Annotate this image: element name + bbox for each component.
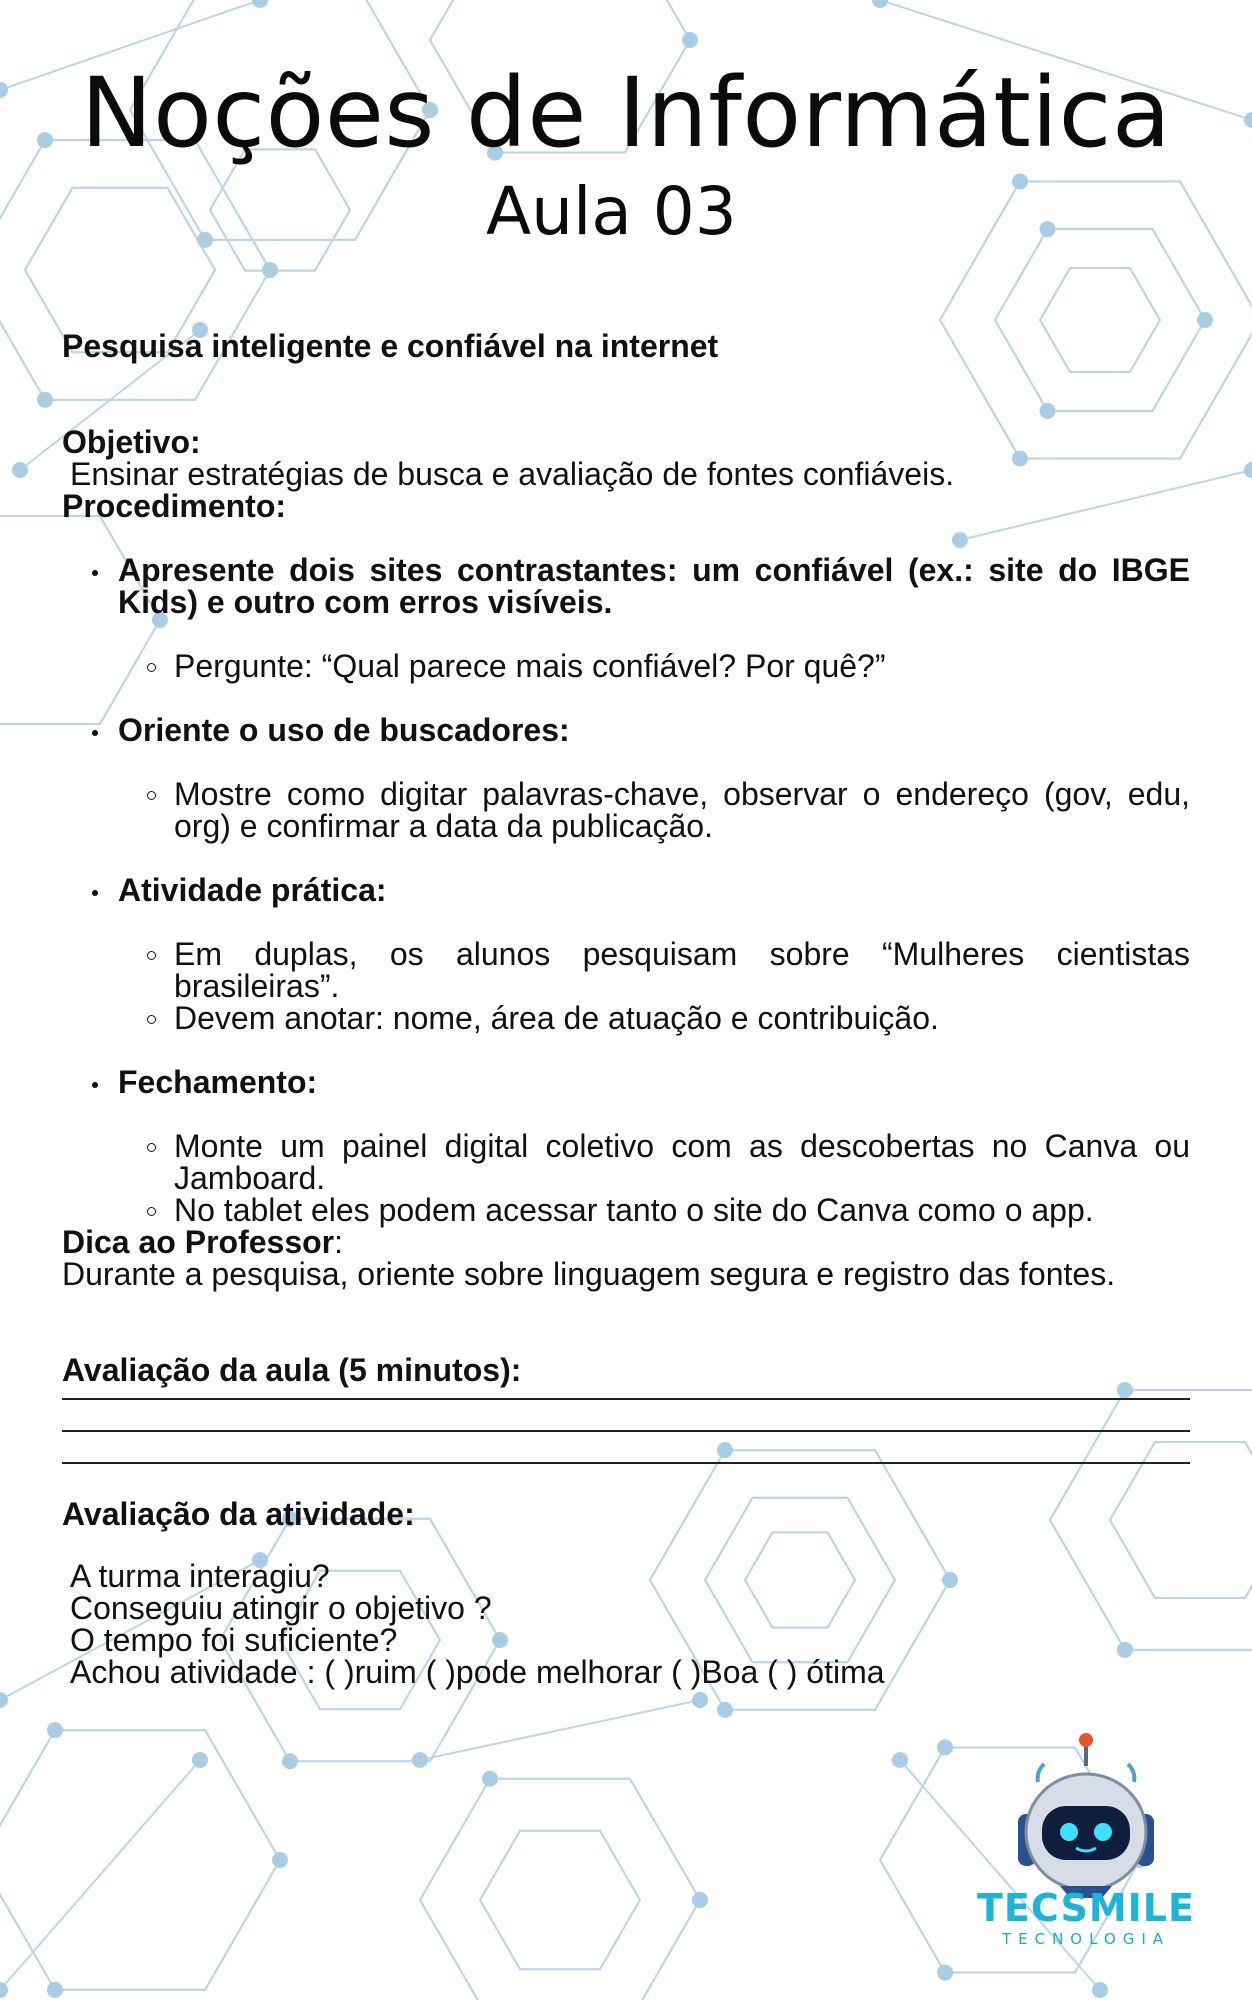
- network-node: [47, 1982, 63, 1998]
- evaluation-question: Conseguiu atingir o objetivo ?: [70, 1590, 492, 1626]
- evaluation-question: O tempo foi suficiente?: [70, 1622, 398, 1658]
- network-node: [262, 262, 278, 278]
- procedure-step-title: Fechamento:: [118, 1064, 318, 1100]
- evaluation-rating-options[interactable]: Achou atividade : ( )ruim ( )pode melhorar ( )Boa ( ) ótima: [70, 1654, 885, 1690]
- network-node: [682, 32, 698, 48]
- network-node: [12, 462, 28, 478]
- logo-tagline: TECNOLOGIA: [1001, 1930, 1171, 1948]
- network-node: [272, 1852, 288, 1868]
- procedure-substep-text: Devem anotar: nome, área de atuação e contribuição.: [174, 1000, 939, 1036]
- answer-line[interactable]: [62, 1430, 1190, 1432]
- hexagon-shape: [420, 1779, 700, 2000]
- tip-heading: [62, 1226, 1190, 1258]
- objective-text: Ensinar estratégias de busca e avaliação de fontes confiáveis.: [70, 456, 955, 492]
- procedure-substep: [118, 1002, 1190, 1034]
- evaluation-question: A turma interagiu?: [70, 1558, 330, 1594]
- procedure-substeps: [118, 778, 1190, 842]
- hexagon-shape: [0, 1730, 280, 1990]
- page-subtitle: Aula 03: [486, 173, 737, 250]
- logo-name: TECSMILE: [977, 1886, 1195, 1930]
- procedure-substeps: [118, 650, 1190, 682]
- procedure-step-title: Atividade prática:: [118, 872, 387, 908]
- tip-colon: :: [334, 1224, 343, 1260]
- procedure-step: [62, 1066, 1190, 1226]
- procedure-substep: [118, 650, 1190, 682]
- procedure-substep: [118, 1194, 1190, 1226]
- network-node: [892, 1752, 908, 1768]
- page-title: Noções de Informática: [80, 57, 1172, 169]
- network-node: [872, 0, 888, 8]
- answer-line[interactable]: [62, 1462, 1190, 1464]
- network-node: [197, 232, 213, 248]
- answer-line[interactable]: [62, 1398, 1190, 1400]
- procedure-substeps: [118, 1130, 1190, 1226]
- procedure-substep-text: Mostre como digitar palavras-chave, observar o endereço (gov, edu, org) e confirmar a data da publicação.: [174, 776, 1190, 844]
- procedure-step-title: Oriente o uso de buscadores:: [118, 712, 570, 748]
- network-node: [0, 1982, 8, 1998]
- network-line: [0, 1760, 200, 1990]
- class-evaluation-heading: Avaliação da aula (5 minutos):: [62, 1352, 522, 1388]
- network-node: [482, 1771, 498, 1787]
- tip-label: Dica ao Professor: [62, 1224, 335, 1260]
- procedure-step: [62, 714, 1190, 842]
- network-node: [282, 1753, 298, 1769]
- activity-evaluation-list: [62, 1560, 1190, 1688]
- network-node: [1040, 221, 1056, 237]
- network-node: [937, 1739, 953, 1755]
- network-node: [1197, 312, 1213, 328]
- procedure-substep: [118, 778, 1190, 842]
- network-node: [252, 0, 268, 8]
- procedure-substep-text: Monte um painel digital coletivo com as descobertas no Canva ou Jamboard.: [174, 1128, 1190, 1196]
- objective-heading: Objetivo:: [62, 424, 201, 460]
- procedure-substep: [118, 1130, 1190, 1194]
- network-node: [717, 1702, 733, 1718]
- network-node: [37, 392, 53, 408]
- hexagon-shape: [480, 1831, 640, 1970]
- network-node: [1244, 462, 1252, 478]
- network-node: [412, 1752, 428, 1768]
- procedure-step: [62, 554, 1190, 682]
- network-line: [420, 1700, 700, 1760]
- activity-evaluation-heading: Avaliação da atividade:: [62, 1496, 415, 1532]
- procedure-heading: Procedimento:: [62, 488, 287, 524]
- procedure-substeps: [118, 938, 1190, 1034]
- procedure-substep-text: Em duplas, os alunos pesquisam sobre “Mulheres cientistas brasileiras”.: [174, 936, 1190, 1004]
- lesson-content: [62, 330, 1190, 1688]
- network-node: [937, 1965, 953, 1981]
- network-node: [192, 1752, 208, 1768]
- procedure-substep: [118, 938, 1190, 1002]
- tip-text: Durante a pesquisa, oriente sobre linguagem segura e registro das fontes.: [62, 1256, 1116, 1292]
- network-node: [1012, 173, 1028, 189]
- network-node: [692, 1892, 708, 1908]
- procedure-substep-text: Pergunte: “Qual parece mais confiável? Por quê?”: [174, 648, 886, 684]
- procedure-step-title: Apresente dois sites contrastantes: um confiável (ex.: site do IBGE Kids) e outro com erros visíveis.: [118, 552, 1190, 620]
- procedure-list: [62, 554, 1190, 1226]
- network-node: [692, 1692, 708, 1708]
- network-node: [1092, 1982, 1108, 1998]
- lesson-topic: Pesquisa inteligente e confiável na internet: [62, 328, 719, 364]
- procedure-substep-text: No tablet eles podem acessar tanto o site do Canva como o app.: [174, 1192, 1094, 1228]
- procedure-step: [62, 874, 1190, 1034]
- network-node: [0, 1692, 8, 1708]
- network-node: [47, 1722, 63, 1738]
